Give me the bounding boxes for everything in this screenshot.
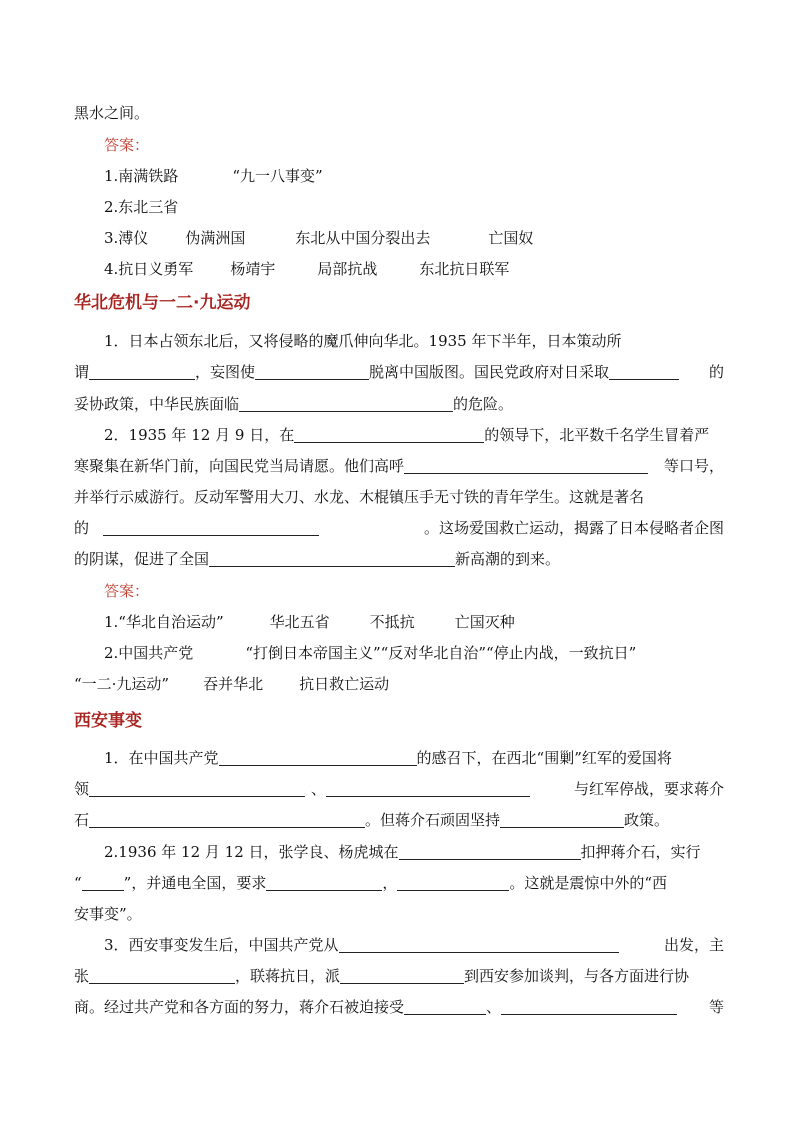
- q2-line-2: 寒聚集在新华门前，向国民党当局请愿。他们高呼 等口号，: [74, 457, 724, 475]
- q1-line-1: 1．日本占领东北后，又将侵略的魔爪伸向华北。1935 年下半年，日本策动所: [104, 332, 622, 350]
- q2-line-3: 安事变”。: [74, 905, 142, 923]
- answer-label: 答案：: [104, 136, 150, 154]
- blank: [89, 968, 235, 984]
- blank: [255, 364, 369, 380]
- answer-line-2: 2.东北三省: [104, 198, 179, 216]
- q2-line-1: 2．1935 年 12 月 9 日，在 的领导下，北平数千名学生冒着严: [104, 426, 710, 444]
- blank: [404, 999, 486, 1015]
- blank: [326, 781, 530, 797]
- blank: [404, 458, 648, 474]
- answer-label: 答案：: [104, 582, 150, 600]
- intro-tail: 黑水之间。: [74, 104, 150, 122]
- q1-line-3: 妥协政策，中华民族面临 的危险。: [74, 395, 514, 413]
- blank: [294, 427, 484, 443]
- blank: [501, 999, 677, 1015]
- blank: [239, 396, 453, 412]
- blank: [266, 875, 382, 891]
- blank: [89, 781, 305, 797]
- blank: [500, 812, 624, 828]
- q3-line-3: 商。经过共产党和各方面的努力，蒋介石被迫接受 、 等: [74, 998, 724, 1016]
- answer-line-2: 2.中国共产党 “打倒日本帝国主义”“反对华北自治”“停止内战，一致抗日”: [104, 644, 637, 662]
- q2-line-5: 的阴谋，促进了全国 新高潮的到来。: [74, 550, 561, 568]
- q2-line-3: 并举行示威游行。反动军警用大刀、水龙、木棍镇压手无寸铁的青年学生。这就是著名: [74, 488, 645, 506]
- q2-line-2: “ ”，并通电全国，要求 ， 。这就是震惊中外的“西: [74, 874, 668, 892]
- blank: [209, 551, 455, 567]
- q1-line-1: 1．在中国共产党 的感召下，在西北“围剿”红军的爱国将: [104, 749, 672, 767]
- answer-line-1: 1.南满铁路 “九一八事变”: [104, 167, 323, 185]
- blank: [89, 812, 365, 828]
- section-title-huabei: 华北危机与一二·九运动: [74, 293, 251, 313]
- q1-line-2: 领 、 与红军停战，要求蒋介: [74, 780, 724, 798]
- q3-line-2: 张 ，联蒋抗日，派 到西安参加谈判，与各方面进行协: [74, 967, 690, 985]
- blank: [340, 968, 464, 984]
- blank: [397, 875, 509, 891]
- blank: [89, 364, 195, 380]
- q1-line-3: 石 。但蒋介石顽固坚持 政策。: [74, 811, 670, 829]
- answer-line-1: 1.“华北自治运动” 华北五省 不抵抗 亡国灭种: [104, 613, 515, 631]
- q2-line-1: 2.1936 年 12 月 12 日，张学良、杨虎城在 扣押蒋介石，实行: [104, 843, 701, 861]
- answer-line-3: 3.溥仪 伪满洲国 东北从中国分裂出去 亡国奴: [104, 229, 534, 247]
- blank: [82, 875, 124, 891]
- blank: [339, 937, 619, 953]
- blank: [219, 750, 417, 766]
- q3-line-1: 3．西安事变发生后，中国共产党从 出发，主: [104, 936, 724, 954]
- blank: [399, 844, 581, 860]
- q1-line-2: 谓 ，妄图使 脱离中国版图。国民党政府对日采取 的: [74, 363, 724, 381]
- answer-line-4: 4.抗日义勇军 杨靖宇 局部抗战 东北抗日联军: [104, 260, 510, 278]
- section-title-xian: 西安事变: [74, 711, 142, 731]
- answer-line-3: “一二·九运动” 吞并华北 抗日救亡运动: [74, 675, 390, 693]
- blank: [103, 520, 319, 536]
- blank: [609, 364, 679, 380]
- q2-line-4: 的 。这场爱国救亡运动，揭露了日本侵略者企图: [74, 519, 724, 537]
